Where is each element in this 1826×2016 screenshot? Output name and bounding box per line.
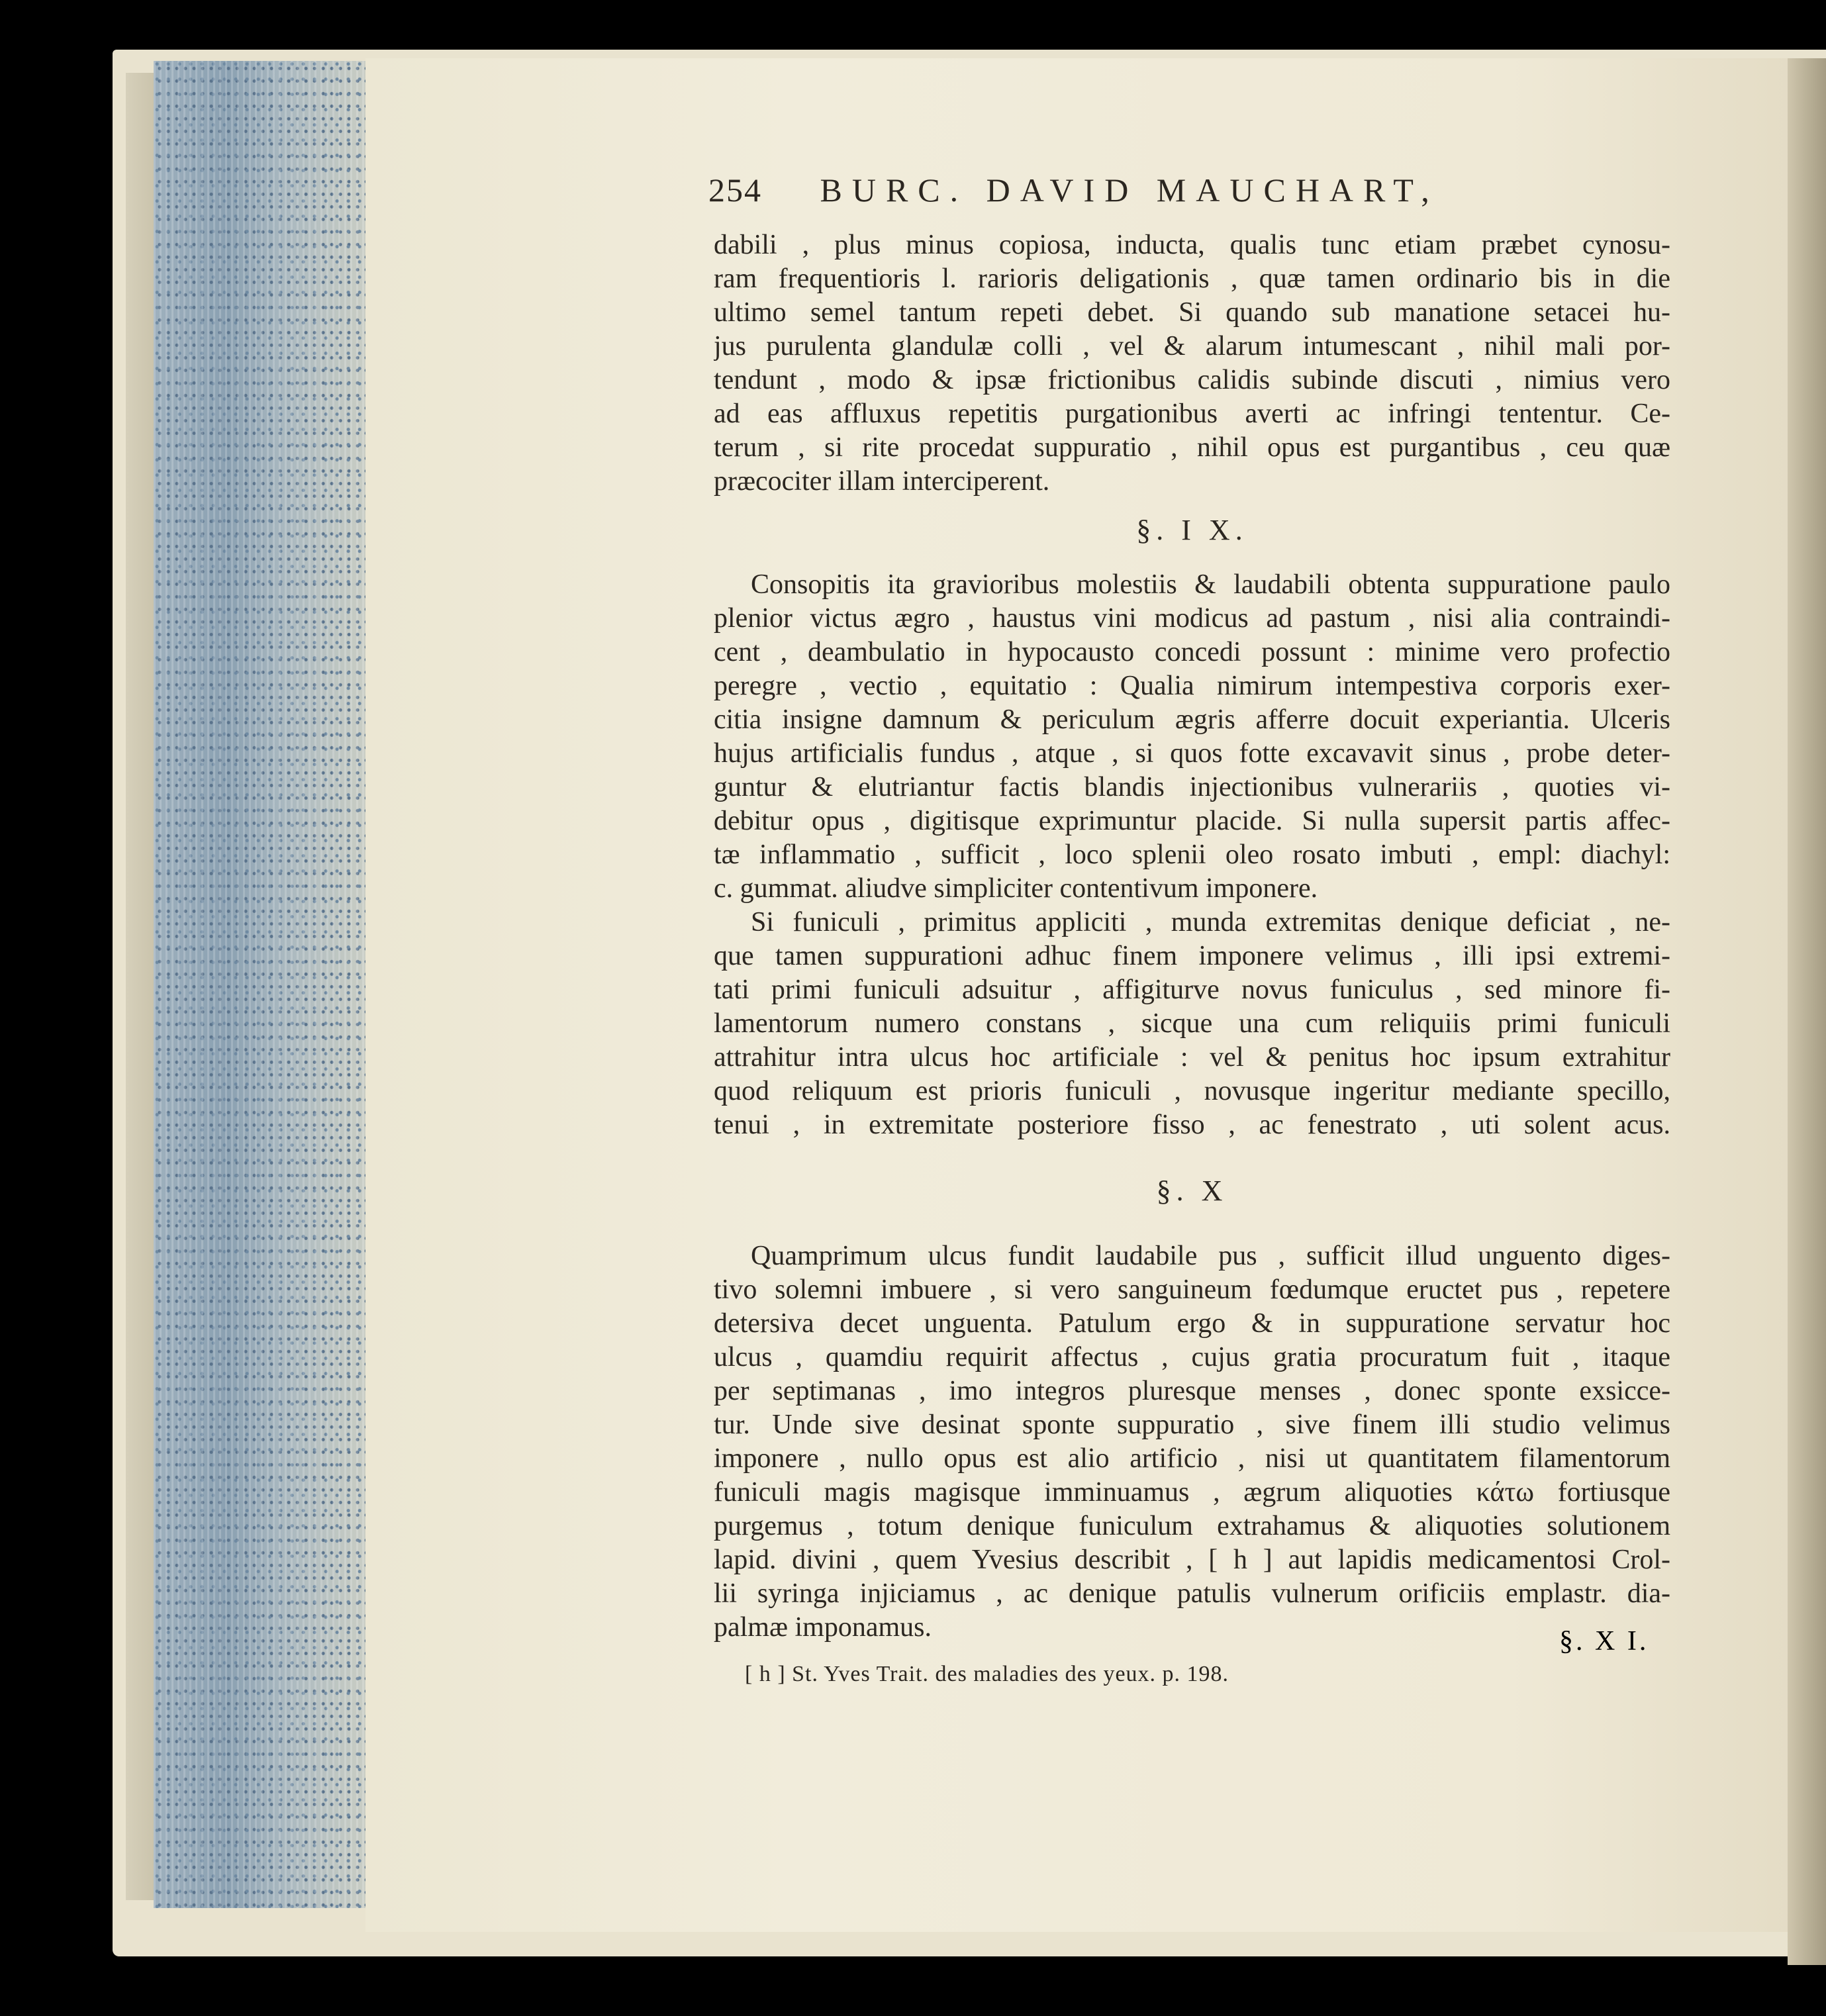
catchword: §. X I. — [1559, 1626, 1649, 1656]
text-line: lii syringa injiciamus , ac denique patulis vulnerum orificiis emplastr. dia- — [714, 1578, 1670, 1609]
text-line: Quamprimum ulcus fundit laudabile pus , sufficit illud unguento diges- — [751, 1241, 1670, 1271]
text-line: tivo solemni imbuere , si vero sanguineum fœdumque eructet pus , repetere — [714, 1274, 1670, 1305]
text-line: funiculi magis magisque imminuamus , ægrum aliquoties κάτω fortiusque — [714, 1477, 1670, 1508]
text-line: jus purulenta glandulæ colli , vel & alarum intumescant , nihil mali por- — [714, 331, 1670, 361]
text-line: quod reliquum est prioris funiculi , novusque ingeritur mediante specillo, — [714, 1076, 1670, 1106]
text-line: detersiva decet unguenta. Patulum ergo & in suppuratione servatur hoc — [714, 1308, 1670, 1339]
paragraph-ix-2 — [714, 906, 1670, 1142]
text-line: Consopitis ita gravioribus molestiis & laudabili obtenta suppuratione paulo — [751, 569, 1670, 600]
text-line: peregre , vectio , equitatio : Qualia nimirum intempestiva corporis exer- — [714, 671, 1670, 701]
gutter-shadow — [1788, 58, 1826, 1965]
text-line: guntur & elutriantur factis blandis injectionibus vulnerariis , quoties vi- — [714, 772, 1670, 802]
running-head — [708, 171, 1675, 211]
text-line: attrahitur intra ulcus hoc artificiale : vel & penitus hoc ipsum extrahitur — [714, 1042, 1670, 1073]
text-line: ram frequentioris l. rarioris deligationis , quæ tamen ordinario bis in die — [714, 264, 1670, 294]
text-line: tur. Unde sive desinat sponte suppuratio , sive finem illi studio velimus — [714, 1410, 1670, 1440]
text-line: hujus artificialis fundus , atque , si quos fotte excavavit sinus , probe deter- — [714, 738, 1670, 769]
section-heading-ix: §. I X. — [1136, 514, 1248, 546]
text-line: c. gummat. aliudve simpliciter contentivum imponere. — [714, 873, 1318, 904]
text-block — [714, 228, 1670, 1645]
text-line: lamentorum numero constans , sicque una cum reliquiis primi funiculi — [714, 1008, 1670, 1039]
paragraph-ix-1 — [714, 568, 1670, 906]
text-line: dabili , plus minus copiosa, inducta, qualis tunc etiam præbet cynosu- — [714, 230, 1670, 260]
text-line: ulcus , quamdiu requirit affectus , cujus gratia procuratum fuit , itaque — [714, 1342, 1670, 1372]
text-line: que tamen suppurationi adhuc finem imponere velimus , illi ipsi extremi- — [714, 941, 1670, 971]
text-line: ad eas affluxus repetitis purgationibus averti ac infringi tententur. Ce- — [714, 399, 1670, 429]
book-board — [126, 73, 158, 1900]
running-title: BURC. DAVID MAUCHART, — [820, 171, 1439, 209]
text-line: plenior victus ægro , haustus vini modicus ad pastum , nisi alia contraindi- — [714, 603, 1670, 634]
text-line: ultimo semel tantum repeti debet. Si quando sub manatione setacei hu- — [714, 297, 1670, 328]
text-line: tati primi funiculi adsuitur , affigiturve novus funiculus , sed minore fi- — [714, 975, 1670, 1005]
paragraph-continuation — [714, 228, 1670, 499]
text-line: præcociter illam interciperent. — [714, 466, 1050, 497]
text-line: terum , si rite procedat suppuratio , nihil opus est purgantibus , ceu quæ — [714, 432, 1670, 463]
text-line: debitur opus , digitisque exprimuntur placide. Si nulla supersit partis affec- — [714, 806, 1670, 836]
text-line: palmæ imponamus. — [714, 1612, 932, 1643]
text-line: lapid. divini , quem Yvesius describit , [ h ] aut lapidis medicamentosi Crol- — [714, 1545, 1670, 1575]
text-line: tenui , in extremitate posteriore fisso , ac fenestrato , uti solent acus. — [714, 1110, 1670, 1140]
text-line: Si funiculi , primitus appliciti , munda extremitas denique deficiat , ne- — [751, 907, 1670, 937]
text-line: imponere , nullo opus est alio artificio , nisi ut quantitatem filamentorum — [714, 1443, 1670, 1474]
footnote: [ h ] St. Yves Trait. des maladies des yeux. p. 198. — [745, 1662, 1229, 1686]
text-line: tendunt , modo & ipsæ frictionibus calidis subinde discuti , nimius vero — [714, 365, 1670, 395]
text-line: citia insigne damnum & periculum ægris afferre docuit experiantia. Ulceris — [714, 704, 1670, 735]
page-number: 254 — [708, 171, 762, 209]
text-line: tæ inflammatio , sufficit , loco splenii oleo rosato imbuti , empl: diachyl: — [714, 840, 1670, 870]
text-line: cent , deambulatio in hypocausto concedi possunt : minime vero profectio — [714, 637, 1670, 667]
paragraph-x — [714, 1239, 1670, 1645]
text-line: per septimanas , imo integros pluresque menses , donec sponte exsicce- — [714, 1376, 1670, 1406]
text-line: purgemus , totum denique funiculum extrahamus & aliquoties solutionem — [714, 1511, 1670, 1541]
section-heading-x: §. X — [1156, 1175, 1228, 1207]
page-edges — [154, 61, 368, 1908]
